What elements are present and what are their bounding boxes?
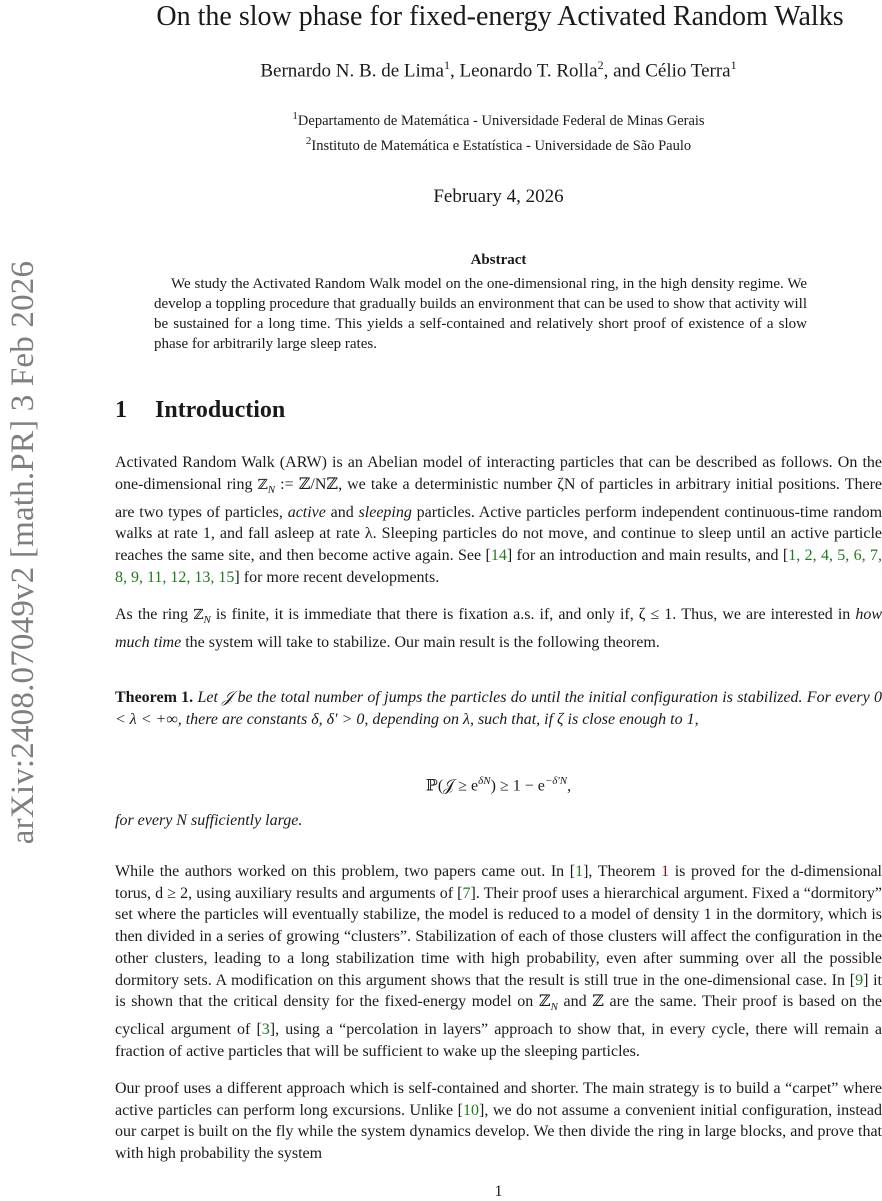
section-heading <box>115 397 285 424</box>
theorem-tail: for every N sufficiently large. <box>115 812 303 829</box>
page-number: 1 <box>494 1183 503 1200</box>
math-subscript: N <box>203 614 211 627</box>
citation-link[interactable]: 7 <box>462 884 471 902</box>
emphasis-how-much-time: how much time <box>115 606 882 651</box>
equation-part: ℙ(𝒥 ≥ e <box>425 777 479 795</box>
equation-part: , <box>567 777 572 795</box>
math-ring-symbol: ℤ <box>193 607 204 623</box>
paragraph-our-approach <box>115 1078 882 1165</box>
text-run: Activated Random Walk (ARW) is an Abelian model of interacting particles that can be described as follows. On the one-dimensional ring <box>115 454 882 493</box>
affiliations <box>115 106 882 156</box>
theorem-statement <box>115 687 882 730</box>
paper-title: On the slow phase for fixed-energy Activated Random Walks <box>156 1 844 32</box>
author-affil-mark: 1 <box>443 58 450 72</box>
paragraph-related-work <box>115 861 882 1063</box>
abstract-heading: Abstract <box>470 252 527 268</box>
abstract-text: We study the Activated Random Walk model on the one-dimensional ring, in the high density regime. We develop a toppling procedure that gradually builds an environment that can be used to show that activity will be sustained for a long time. This yields a self-contained and relatively short proof of existence of a slow phase for arbitrarily large sleep rates. <box>154 276 807 352</box>
affiliation-text: Departamento de Matemática - Universidade Federal de Minas Gerais <box>297 112 705 129</box>
emphasis-sleeping: sleeping <box>358 503 412 521</box>
paragraph-fixation <box>115 604 882 654</box>
text-run: As the ring <box>115 606 194 623</box>
math-subscript: N <box>267 483 276 496</box>
text-run: is finite, it is immediate that there is fixation a.s. if, and only if, ζ ≤ 1. Thus, we are interested in <box>210 606 856 623</box>
theorem-equation <box>115 775 882 795</box>
citation-link[interactable]: 10 <box>463 1101 480 1119</box>
paragraph-intro <box>115 452 882 588</box>
text-run: is proved for the d-dimensional torus, d ≥ 2, using auxiliary results and arguments of [ <box>115 863 882 902</box>
math-ring-symbol: ℤ <box>257 476 268 493</box>
text-run: ], Theorem <box>583 863 662 880</box>
emphasis-active: active <box>287 503 326 521</box>
text-run: Our proof uses a different approach which is self-contained and shorter. The main strategy is to build a “carpet” where active particles can perform long excursions. Unlike [ <box>115 1080 882 1119</box>
author-separator: , and <box>603 60 646 82</box>
author-list <box>115 58 882 82</box>
text-run: and ℤ are the same. Their proof is based on the cyclical argument of [ <box>115 993 882 1039</box>
paper-date: February 4, 2026 <box>433 186 564 207</box>
citation-link[interactable]: 3 <box>261 1021 270 1039</box>
theorem-text: Let 𝒥 be the total number of jumps the particles do until the initial configuration is stabilized. For every 0 < λ < +∞, there are constants δ, δ′ > 0, depending on λ, such that, if ζ is close enough to 1, <box>115 689 882 728</box>
text-run: While the authors worked on this problem, two papers came out. In [ <box>115 863 576 880</box>
text-run: ] it is shown that the critical density for the fixed-energy model on ℤ <box>115 971 882 1011</box>
equation-exponent: −δ′N <box>544 775 568 787</box>
text-run: := ℤ/Nℤ, we take a deterministic number ζN of particles in arbitrary initial positions. There are two types of particles, <box>115 475 882 521</box>
citation-link-group[interactable]: 1, 2, 4, 5, 6, 7, 8, 9, 11, 12, 13, 15 <box>115 547 882 586</box>
citation-link[interactable]: 14 <box>490 547 507 564</box>
affiliation-line <box>115 131 882 156</box>
section-number: 1 <box>115 397 127 423</box>
text-run: ] for more recent developments. <box>234 568 440 586</box>
author-affil-mark: 1 <box>730 58 737 72</box>
author-affil-mark: 2 <box>597 58 604 72</box>
affiliation-text: Instituto de Matemática e Estatística - Universidade de São Paulo <box>311 137 692 154</box>
text-run: and <box>325 503 359 521</box>
arxiv-stamp-text: arXiv:2408.07049v2 [math.PR] 3 Feb 2026 <box>5 260 42 844</box>
text-run: ]. Their proof uses a hierarchical argument. Fixed a “dormitory” set where the particles will eventually stabilize, the model is reduced to a model of density 1 in the dormitory, which is then divided in a series of growing “clusters”. Stabilization of each of those clusters will affect the configuration in the other clusters, leading to a long stabilization time with high probability, even after summing over all the possible dormitory sets. A modification on this argument shows that the result is still true in the one-dimensional case. In [ <box>115 884 882 989</box>
citation-link[interactable]: 1 <box>575 863 584 880</box>
author-name: Leonardo T. Rolla <box>459 60 598 82</box>
theorem-label: Theorem 1. <box>115 689 194 706</box>
text-run: the system will take to stabilize. Our main result is the following theorem. <box>181 633 660 651</box>
citation-link[interactable]: 9 <box>855 971 864 989</box>
author-separator: , <box>449 60 460 82</box>
text-run: ], we do not assume a convenient initial configuration, instead our carpet is built on the fly while the system dynamics develop. We then divide the ring in large blocks, and prove that with high probability the system <box>115 1101 882 1163</box>
text-run: ] for an introduction and main results, and [ <box>506 547 789 564</box>
text-run: particles. Active particles perform independent continuous-time random walks at rate 1, and fall asleep at rate λ. Sleeping particles do not move, and continue to sleep until an active particle reaches the same site, and then become active again. See [ <box>115 503 882 564</box>
affiliation-mark: 1 <box>292 110 298 122</box>
author-name: Bernardo N. B. de Lima <box>260 60 444 82</box>
math-subscript: N <box>550 1001 558 1014</box>
author-name: Célio Terra <box>645 60 731 82</box>
section-title: Introduction <box>155 397 286 423</box>
arxiv-identifier-stamp <box>6 212 42 892</box>
affiliation-line <box>115 106 882 131</box>
equation-part: ) ≥ 1 − e <box>490 777 545 795</box>
text-run: ], using a “percolation in layers” approach to show that, in every cycle, there will remain a fraction of active particles that will be sufficient to wake up the sleeping particles. <box>115 1021 882 1060</box>
affiliation-mark: 2 <box>305 134 312 147</box>
theorem-reference-link[interactable]: 1 <box>661 863 670 880</box>
equation-exponent: δN <box>478 775 491 787</box>
